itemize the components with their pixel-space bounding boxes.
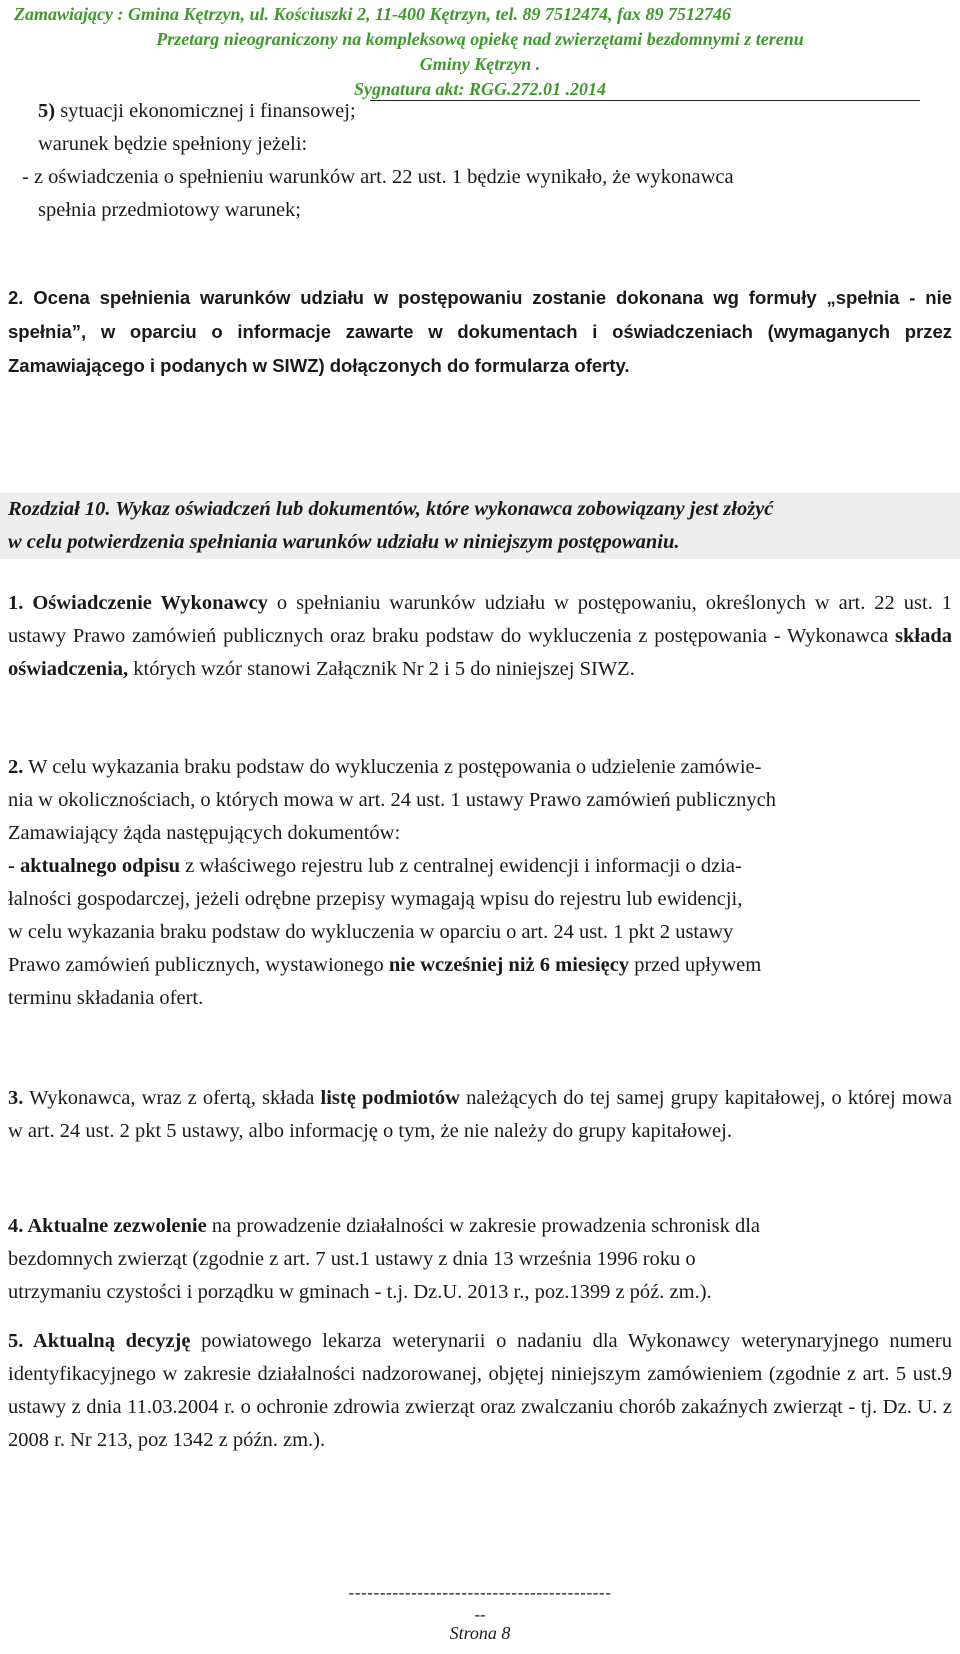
- chapter-heading: [0, 493, 960, 559]
- chapter-heading-line1: Rozdział 10. Wykaz oświadczeń lub dokumentów, które wykonawca zobowiązany jest złożyć: [8, 498, 774, 520]
- item2-bold: - aktualnego odpisu: [8, 855, 181, 877]
- item4-line2: bezdomnych zwierząt (zgodnie z art. 7 ust.1 ustawy z dnia 13 września 1996 roku o: [8, 1248, 696, 1270]
- section5-title: sytuacji ekonomicznej i finansowej;: [55, 100, 356, 122]
- list-item-4: [8, 1210, 952, 1309]
- item5-number: 5.: [8, 1330, 24, 1352]
- item2-line1-text: W celu wykazania braku podstaw do wykluczenia z postępowania o udzielenie zamówie-: [23, 756, 762, 778]
- item4-line1-text: na prowadzenie działalności w zakresie prowadzenia schronisk dla: [206, 1215, 760, 1237]
- section5-item: - z oświadczenia o spełnieniu warunków art. 22 ust. 1 będzie wynikało, że wykonawca: [22, 166, 734, 188]
- item3-bold: listę podmiotów: [320, 1087, 460, 1109]
- item2-line5: łalności gospodarczej, jeżeli odrębne przepisy wymagają wpisu do rejestru lub ewidencji,: [8, 888, 743, 910]
- item4-line3: utrzymaniu czystości i porządku w gminach - t.j. Dz.U. 2013 r., poz.1399 z póź. zm.).: [8, 1281, 712, 1303]
- list-item-2: [8, 751, 952, 1015]
- document-header: [0, 2, 960, 102]
- header-case-signature: Sygnatura akt: RGG.272.01 .2014: [353, 79, 607, 99]
- section5-condition: warunek będzie spełniony jeżeli:: [38, 133, 308, 155]
- item3-number: 3.: [8, 1087, 24, 1109]
- item2-line4: [8, 850, 952, 883]
- item1-bold-title: Oświadczenie Wykonawcy: [32, 592, 268, 614]
- footer-dash-short: --: [474, 1605, 486, 1624]
- item4-line1: [8, 1210, 952, 1243]
- section5-heading: [38, 95, 960, 128]
- section5-item-cont: spełnia przedmiotowy warunek;: [38, 199, 302, 221]
- item2-line7b: przed upływem: [629, 954, 762, 976]
- item2-bold-2: nie wcześniej niż 6 miesięcy: [388, 954, 630, 976]
- item5-bold: Aktualną decyzję: [23, 1330, 191, 1352]
- item4-number: 4.: [8, 1215, 24, 1237]
- item3-text-a: Wykonawca, wraz z ofertą, składa: [23, 1087, 321, 1109]
- footer-dash-line: ------------------------------------------: [348, 1583, 612, 1602]
- item2-line8: terminu składania ofert.: [8, 987, 204, 1009]
- header-subject-line: Przetarg nieograniczony na kompleksową opiekę nad zwierzętami bezdomnymi z terenu: [156, 29, 804, 49]
- item2-number: 2.: [8, 756, 24, 778]
- item2-line3: Zamawiający żąda następujących dokumentów:: [8, 822, 401, 844]
- list-item-3: [8, 1082, 952, 1148]
- item2-line6: w celu wykazania braku podstaw do wykluczenia w oparciu o art. 24 ust. 1 pkt 2 ustawy: [8, 921, 734, 943]
- item1-text-a: o spełnianiu warunków udziału w postępowaniu, określonych w art. 22 ust. 1 ustawy Prawo zamówień publicznych oraz braku podstaw do wykluczenia z postępowania - Wykonawca: [8, 592, 952, 647]
- chapter-heading-line2: w celu potwierdzenia spełniania warunków udziału w niniejszym postępowaniu.: [8, 531, 680, 553]
- header-subject-line-cont: Gminy Kętrzyn .: [419, 54, 541, 74]
- section5-number: 5): [38, 100, 56, 122]
- item1-number: 1.: [8, 592, 24, 614]
- item1-bold-2: składa oświadczenia,: [8, 625, 952, 680]
- item1-text-b: których wzór stanowi Załącznik Nr 2 i 5 do niniejszej SIWZ.: [128, 658, 635, 680]
- list-item-1: [8, 587, 952, 686]
- item2-line7a: Prawo zamówień publicznych, wystawionego: [8, 954, 389, 976]
- header-contact-line: Zamawiający : Gmina Kętrzyn, ul. Kościuszki 2, 11-400 Kętrzyn, tel. 89 7512474, fax 89 7512746: [14, 4, 732, 24]
- item5-text: powiatowego lekarza weterynarii o nadaniu dla Wykonawcy weterynaryjnego numeru identyfikacyjnego w zakresie działalności nadzorowanej, objętej niniejszym zamówieniem (zgodnie z art. 5 ust.9 ustawy z dnia 11.03.2004 r. o ochronie zdrowia zwierząt oraz zwalczaniu chorób zakaźnych zwierząt - tj. Dz. U. z 2008 r. Nr 213, poz 1342 z późn. zm.).: [8, 1330, 952, 1451]
- item2-line4-text: z właściwego rejestru lub z centralnej ewidencji i informacji o dzia-: [180, 855, 742, 877]
- page-number: Strona 8: [449, 1623, 511, 1643]
- item3-text-b: należących do tej samej grupy kapitałowej, o której mowa w art. 24 ust. 2 pkt 5 ustawy, albo informację o tym, że nie należy do grupy kapitałowej.: [8, 1087, 952, 1142]
- evaluation-paragraph: 2. Ocena spełnienia warunków udziału w postępowaniu zostanie dokonana wg formuły „spełnia - nie spełnia”, w oparciu o informacje zawarte w dokumentach i oświadczeniach (wymaganych przez Zamawiającego i podanych w SIWZ) dołączonych do formularza oferty.: [8, 287, 952, 376]
- item4-bold: Aktualne zezwolenie: [23, 1215, 207, 1237]
- item2-line1: [8, 751, 952, 784]
- item2-line2: nia w okolicznościach, o których mowa w art. 24 ust. 1 ustawy Prawo zamówień publicznych: [8, 789, 776, 811]
- item2-line7: [8, 949, 952, 982]
- list-item-5: [8, 1325, 952, 1457]
